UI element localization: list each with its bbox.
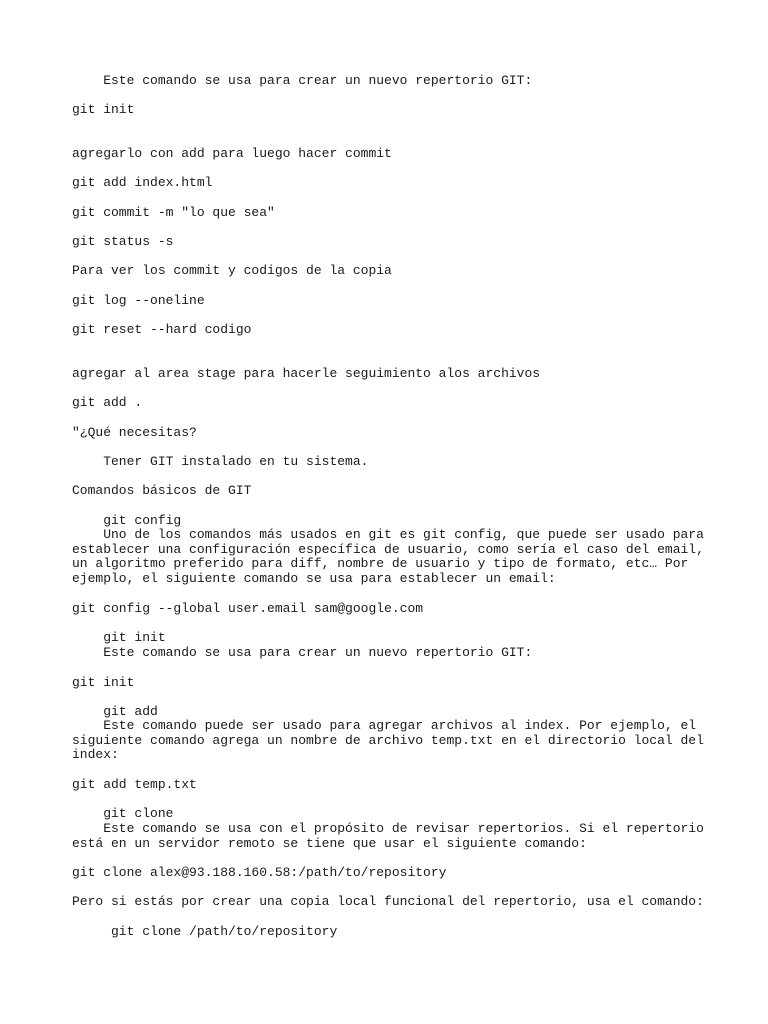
code-line: git add . (72, 395, 143, 410)
code-line: git clone /path/to/repository (72, 924, 338, 939)
text-line: un algoritmo preferido para diff, nombre de usuario y tipo de formato, etc… Por (72, 556, 689, 571)
code-line: git reset --hard codigo (72, 322, 252, 337)
text-line: ejemplo, el siguiente comando se usa para establecer un email: (72, 571, 556, 586)
command-heading: git config (72, 513, 182, 528)
code-line: git clone alex@93.188.160.58:/path/to/repository (72, 865, 447, 880)
code-line: git commit -m "lo que sea" (72, 205, 275, 220)
text-line: index: (72, 747, 119, 762)
text-line: Este comando se usa con el propósito de revisar repertorios. Si el repertorio (72, 821, 704, 836)
text-line: establecer una configuración específica de usuario, como sería el caso del email, (72, 542, 704, 557)
command-heading: git clone (72, 806, 174, 821)
code-line: git config --global user.email sam@google.com (72, 601, 424, 616)
text-line: Uno de los comandos más usados en git es git config, que puede ser usado para (72, 527, 704, 542)
code-line: git add temp.txt (72, 777, 197, 792)
section-heading: Comandos básicos de GIT (72, 483, 252, 498)
text-line: siguiente comando agrega un nombre de archivo temp.txt en el directorio local del (72, 733, 704, 748)
code-line: git add index.html (72, 175, 213, 190)
text-line: Para ver los commit y codigos de la copia (72, 263, 392, 278)
text-line: Tener GIT instalado en tu sistema. (72, 454, 369, 469)
text-line: agregarlo con add para luego hacer commit (72, 146, 392, 161)
code-line: git init (72, 675, 135, 690)
text-line: Este comando se usa para crear un nuevo repertorio GIT: (72, 645, 533, 660)
text-line: Este comando se usa para crear un nuevo repertorio GIT: (72, 73, 533, 88)
code-line: git log --oneline (72, 293, 205, 308)
command-heading: git init (72, 630, 166, 645)
text-line: agregar al area stage para hacerle seguimiento alos archivos (72, 366, 541, 381)
code-line: git status -s (72, 234, 174, 249)
text-line: "¿Qué necesitas? (72, 425, 197, 440)
command-heading: git add (72, 704, 158, 719)
text-line: Pero si estás por crear una copia local funcional del repertorio, usa el comando: (72, 894, 704, 909)
text-line: Este comando puede ser usado para agregar archivos al index. Por ejemplo, el (72, 718, 697, 733)
code-line: git init (72, 102, 135, 117)
text-line: está en un servidor remoto se tiene que usar el siguiente comando: (72, 836, 587, 851)
